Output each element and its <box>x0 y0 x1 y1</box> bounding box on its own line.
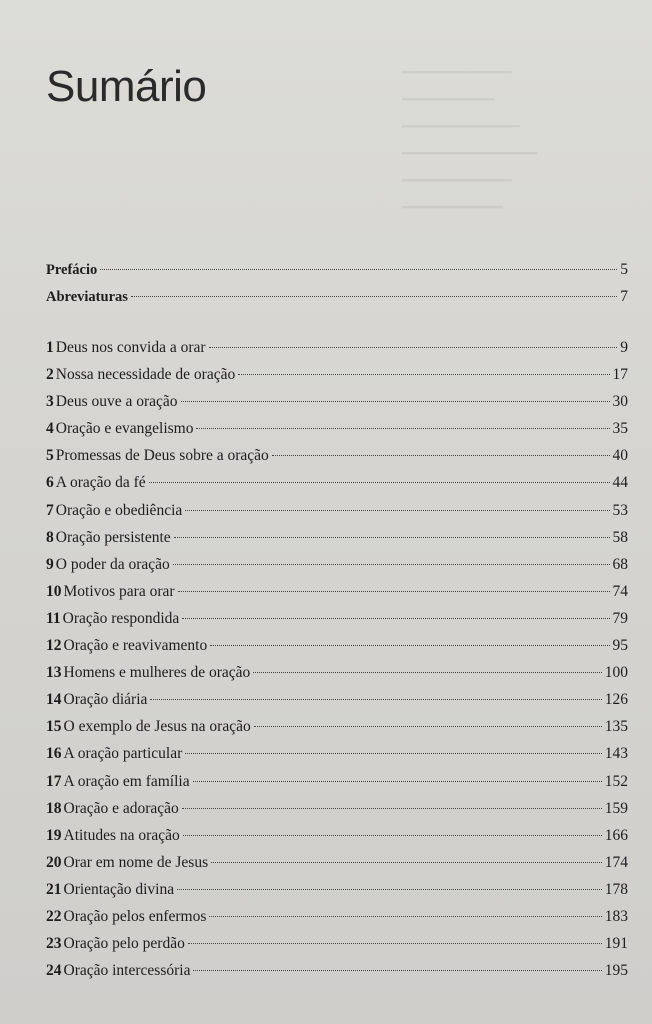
chapter-number: 17 <box>46 772 62 790</box>
dot-leader <box>181 401 610 402</box>
chapter-number: 12 <box>46 637 62 655</box>
toc-entry-label: Orar em nome de Jesus <box>63 853 209 871</box>
show-through-texture: ━━━━━━━━━━━━━ ━━━━━━━━━━━ ━━━━━━━━━━━━━━ ━━━━━━━━━━━━━━━━ ━━━━━━━━━━━━━ ━━━━━━━━━━━━ <box>402 66 537 216</box>
toc-entry-chapter[interactable] <box>46 442 628 469</box>
toc-entry-chapter[interactable] <box>46 713 628 740</box>
dot-leader <box>210 645 609 646</box>
dot-leader <box>174 537 610 538</box>
dot-leader <box>193 781 602 782</box>
toc-entry-label: Oração diária <box>63 691 148 709</box>
dot-leader <box>149 482 610 483</box>
chapter-number: 18 <box>46 799 62 817</box>
chapter-number: 15 <box>46 718 62 736</box>
toc-entry-label: A oração particular <box>63 745 183 763</box>
dot-leader <box>209 347 618 348</box>
toc-entry-page: 30 <box>612 393 628 411</box>
toc-entry-chapter[interactable] <box>46 930 628 957</box>
chapter-number: 1 <box>46 339 54 356</box>
dot-leader <box>196 428 609 429</box>
toc-entry-page: 135 <box>604 718 628 736</box>
toc-entry-label: Motivos para orar <box>63 582 175 600</box>
dot-leader <box>253 672 601 673</box>
toc-entry-chapter[interactable] <box>46 551 628 578</box>
toc-entry-chapter[interactable] <box>46 469 628 496</box>
dot-leader <box>272 455 610 456</box>
toc-entry-page: 183 <box>604 907 628 925</box>
dot-leader <box>211 862 602 863</box>
toc-entry-page: 53 <box>612 501 628 519</box>
toc-entry-label: Oração intercessória <box>63 962 191 980</box>
front-matter-list <box>46 256 628 310</box>
toc-entry-label: O exemplo de Jesus na oração <box>63 718 251 736</box>
toc-entry-page: 17 <box>612 366 628 384</box>
chapter-number: 6 <box>46 474 54 492</box>
dot-leader <box>193 970 601 971</box>
chapter-number: 24 <box>46 962 62 980</box>
toc-entry-label: Promessas de Deus sobre a oração <box>55 447 269 465</box>
toc-entry-label: Abreviaturas <box>46 289 128 305</box>
toc-entry-label: Atitudes na oração <box>63 826 180 844</box>
toc-entry-label: Oração e obediência <box>55 501 183 519</box>
chapter-number: 19 <box>46 826 62 844</box>
toc-entry-chapter[interactable] <box>46 795 628 822</box>
dot-leader <box>209 916 601 917</box>
toc-entry-page: 7 <box>620 288 628 305</box>
toc-entry-label: Oração respondida <box>62 609 180 627</box>
toc-entry-page: 44 <box>612 474 628 492</box>
toc-entry-page: 191 <box>604 935 628 953</box>
toc-entry-page: 166 <box>604 826 628 844</box>
toc-entry-label: Oração e evangelismo <box>55 420 194 438</box>
toc-entry-chapter[interactable] <box>46 822 628 849</box>
toc-entry-label: A oração da fé <box>55 474 146 492</box>
dot-leader <box>177 889 602 890</box>
dot-leader <box>150 699 601 700</box>
toc-entry-page: 178 <box>604 880 628 898</box>
dot-leader <box>182 618 609 619</box>
dot-leader <box>178 591 610 592</box>
toc-entry-chapter[interactable] <box>46 768 628 795</box>
toc-entry-chapter[interactable] <box>46 903 628 930</box>
toc-entry-page: 126 <box>604 691 628 709</box>
chapter-number: 11 <box>46 609 61 627</box>
toc-entry-chapter[interactable] <box>46 632 628 659</box>
toc-entry-chapter[interactable] <box>46 388 628 415</box>
chapter-number: 5 <box>46 447 54 465</box>
toc-entry-abreviaturas[interactable] <box>46 283 628 310</box>
toc-entry-chapter[interactable] <box>46 578 628 605</box>
toc-entry-page: 174 <box>604 853 628 871</box>
toc-entry-chapter[interactable] <box>46 659 628 686</box>
toc-entry-chapter[interactable] <box>46 497 628 524</box>
toc-entry-label: Prefácio <box>46 262 98 278</box>
toc-entry-page: 74 <box>612 582 628 600</box>
toc-entry-label: Deus nos convida a orar <box>55 339 206 356</box>
chapter-number: 10 <box>46 582 62 600</box>
toc-entry-page: 152 <box>604 772 628 790</box>
dot-leader <box>100 269 617 270</box>
dot-leader <box>131 296 617 297</box>
toc-entry-chapter[interactable] <box>46 334 628 361</box>
chapter-number: 7 <box>46 501 54 519</box>
dot-leader <box>188 943 602 944</box>
toc-entry-chapter[interactable] <box>46 605 628 632</box>
toc-entry-label: Deus ouve a oração <box>55 393 178 411</box>
toc-entry-page: 58 <box>612 528 628 546</box>
toc-entry-label: Homens e mulheres de oração <box>63 664 251 682</box>
toc-entry-page: 95 <box>612 637 628 655</box>
toc-entry-label: Oração pelos enfermos <box>63 907 207 925</box>
toc-entry-page: 5 <box>620 261 628 278</box>
chapter-number: 13 <box>46 664 62 682</box>
toc-entry-page: 9 <box>620 339 628 356</box>
toc-entry-prefacio[interactable] <box>46 256 628 283</box>
page-title: Sumário <box>46 62 207 111</box>
toc-entry-label: Oração pelo perdão <box>63 935 185 953</box>
chapter-number: 14 <box>46 691 62 709</box>
chapter-number: 8 <box>46 528 54 546</box>
chapter-number: 4 <box>46 420 54 438</box>
toc-entry-chapter[interactable] <box>46 415 628 442</box>
toc-entry-label: Nossa necessidade de oração <box>55 366 236 384</box>
toc-entry-chapter[interactable] <box>46 849 628 876</box>
chapter-number: 22 <box>46 907 62 925</box>
toc-entry-chapter[interactable] <box>46 686 628 713</box>
chapter-number: 23 <box>46 935 62 953</box>
chapter-number: 20 <box>46 853 62 871</box>
chapter-number: 16 <box>46 745 62 763</box>
toc-entry-page: 195 <box>604 962 628 980</box>
dot-leader <box>254 726 602 727</box>
toc-entry-chapter[interactable] <box>46 524 628 551</box>
toc-entry-page: 68 <box>612 555 628 573</box>
dot-leader <box>173 564 610 565</box>
toc-entry-chapter[interactable] <box>46 361 628 388</box>
chapter-number: 21 <box>46 880 62 898</box>
dot-leader <box>185 510 609 511</box>
chapter-list <box>46 334 628 984</box>
toc-entry-label: A oração em família <box>63 772 190 790</box>
toc-entry-page: 159 <box>604 799 628 817</box>
toc-entry-page: 143 <box>604 745 628 763</box>
toc-entry-label: Oração persistente <box>55 528 171 546</box>
toc-entry-label: Oração e reavivamento <box>63 637 208 655</box>
toc-entry-label: Orientação divina <box>63 880 175 898</box>
toc-entry-label: Oração e adoração <box>63 799 179 817</box>
toc-entry-page: 35 <box>612 420 628 438</box>
toc-entry-label: O poder da oração <box>55 555 170 573</box>
dot-leader <box>183 835 602 836</box>
toc-entry-page: 100 <box>604 664 628 682</box>
toc-entry-page: 79 <box>612 609 628 627</box>
toc-entry-chapter[interactable] <box>46 876 628 903</box>
chapter-number: 2 <box>46 366 54 384</box>
chapter-number: 9 <box>46 555 54 573</box>
dot-leader <box>185 753 601 754</box>
dot-leader <box>238 374 609 375</box>
toc-entry-chapter[interactable] <box>46 957 628 984</box>
chapter-number: 3 <box>46 393 54 411</box>
toc-entry-chapter[interactable] <box>46 740 628 767</box>
dot-leader <box>182 808 602 809</box>
toc-entry-page: 40 <box>612 447 628 465</box>
